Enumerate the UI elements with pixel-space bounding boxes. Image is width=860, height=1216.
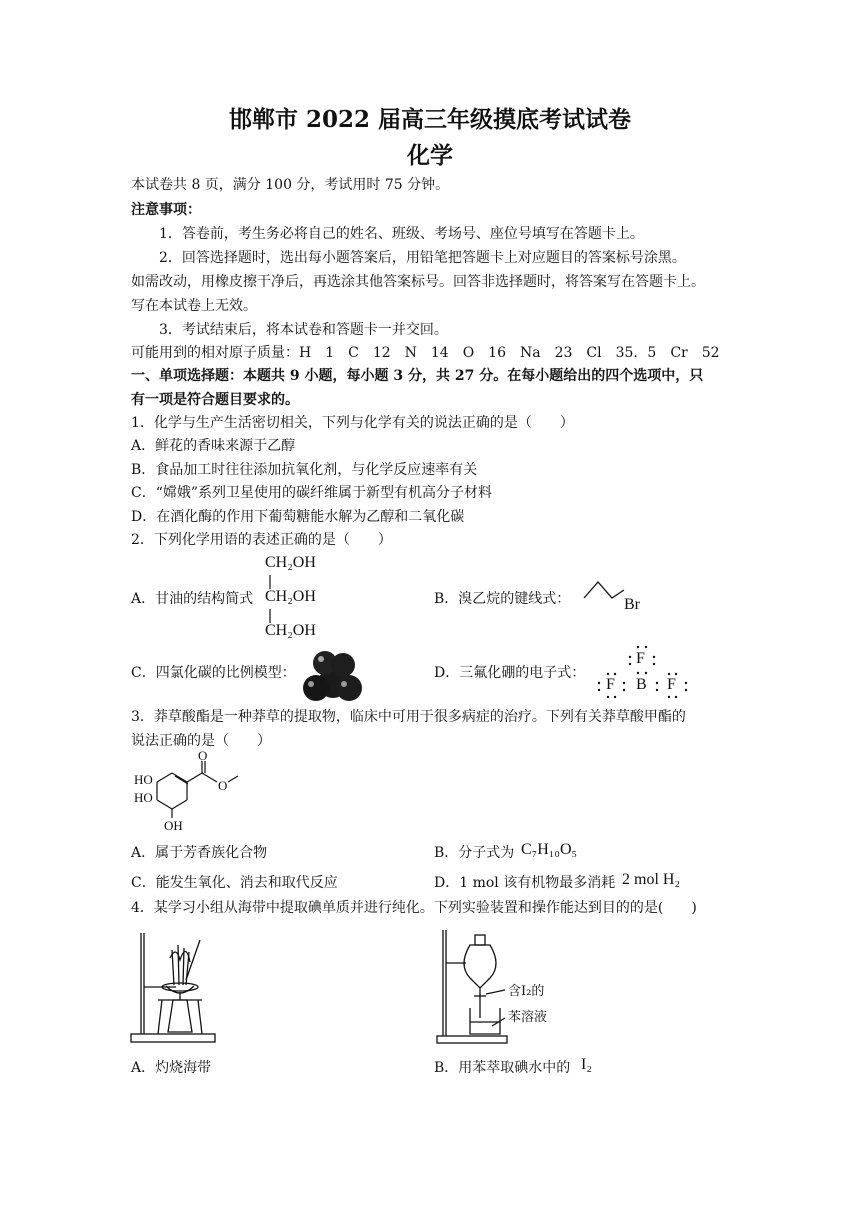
- q4-option-a: A．灼烧海带: [131, 1060, 212, 1076]
- q3-formula-d: 2 mol H₂: [622, 871, 681, 888]
- q4-formula-b: I₂: [581, 1056, 592, 1073]
- ester-oxygen-label: O: [218, 778, 228, 793]
- q1-option-d: D．在酒化酶的作用下葡萄糖能水解为乙醇和二氧化碳: [131, 509, 465, 525]
- section1-heading-line1: 一、单项选择题：本题共 9 小题，每小题 3 分，共 27 分。在每小题给出的四个选项中，只: [131, 368, 704, 384]
- notice-heading: 注意事项：: [131, 202, 201, 218]
- notice-item-2-line2: 如需改动，用橡皮擦干净后，再选涂其他答案标号。回答非选择题时，将答案写在答题卡上。: [131, 274, 705, 290]
- glycerol-line-1: CH₂OH: [265, 554, 316, 571]
- q3-option-c: C．能发生氧化、消去和取代反应: [131, 875, 338, 891]
- q2-option-a: A．甘油的结构简式: [131, 591, 254, 607]
- notice-item-2-line1: 2．回答选择题时，选出每小题答案后，用铅笔把答题卡上对应题目的答案标号涂黑。: [159, 250, 686, 266]
- q4-option-b: B．用苯萃取碘水中的: [434, 1060, 571, 1076]
- glycerol-line-2: CH₂OH: [265, 588, 316, 605]
- notice-item-2-line3: 写在本试卷上无效。: [131, 298, 257, 314]
- bf3-right-fluorine: F: [667, 676, 676, 693]
- extraction-label-line1: 含I₂的: [508, 984, 545, 999]
- carbonyl-oxygen-label: O: [198, 748, 208, 763]
- q1-option-b: B．食品加工时往往添加抗氧化剂，与化学反应速率有关: [131, 462, 478, 478]
- notice-item-1: 1．答卷前，考生务必将自己的姓名、班级、考场号、座位号填写在答题卡上。: [159, 226, 644, 242]
- atomic-masses: 可能用到的相对原子质量：H 1 C 12 N 14 O 16 Na 23 Cl 35．5 Cr 52: [131, 345, 720, 361]
- q4-stem: 4．某学习小组从海带中提取碘单质并进行纯化。下列实验装置和操作能达到目的的是( ): [131, 900, 697, 916]
- q3-stem-line1: 3．莽草酸酯是一种莽草的提取物，临床中可用于很多病症的治疗。下列有关莽草酸甲酯的: [131, 709, 686, 725]
- notice-item-3: 3．考试结束后，将本试卷和答题卡一并交回。: [159, 322, 448, 338]
- q1-option-c: C．“嫦娥”系列卫星使用的碳纤维属于新型有机高分子材料: [131, 485, 493, 501]
- hydroxyl-label-upper: HO: [134, 772, 153, 787]
- bromine-label: Br: [624, 596, 640, 613]
- q3-formula-b: C₇H₁₀O₅: [521, 841, 578, 858]
- glycerol-line-3: CH₂OH: [265, 622, 316, 639]
- q1-stem: 1．化学与生产生活密切相关，下列与化学有关的说法正确的是（ ）: [131, 415, 574, 431]
- bf3-boron: B: [636, 676, 647, 693]
- extraction-apparatus: [0, 0, 1, 1]
- q2-stem: 2．下列化学用语的表述正确的是（ ）: [131, 532, 392, 548]
- q2-option-b: B．溴乙烷的键线式：: [434, 591, 571, 607]
- bf3-top-fluorine: F: [636, 650, 645, 667]
- bf3-left-fluorine: F: [606, 676, 615, 693]
- hydroxyl-label-lower: HO: [134, 790, 153, 805]
- q1-option-a: A．鲜花的香味来源于乙醇: [131, 438, 296, 454]
- q3-option-d: D．1 mol 该有机物最多消耗: [434, 875, 616, 891]
- extraction-label-line2: 苯溶液: [508, 1010, 548, 1025]
- q3-stem-line2: 说法正确的是（ ）: [131, 733, 271, 749]
- q2-option-d: D．三氟化硼的电子式：: [434, 665, 586, 681]
- page-title: 邯郸市 2022 届高三年级摸底考试试卷: [228, 106, 632, 133]
- intro-text: 本试卷共 8 页，满分 100 分，考试用时 75 分钟。: [131, 177, 450, 193]
- subject-title: 化学: [407, 142, 453, 169]
- q3-option-a: A．属于芳香族化合物: [131, 845, 268, 861]
- hydroxyl-label-bottom: OH: [164, 818, 183, 833]
- section1-heading-line2: 有一项是符合题目要求的。: [131, 392, 299, 408]
- q2-option-c: C．四氯化碳的比例模型：: [131, 665, 296, 681]
- q3-option-b: B．分子式为: [434, 845, 515, 861]
